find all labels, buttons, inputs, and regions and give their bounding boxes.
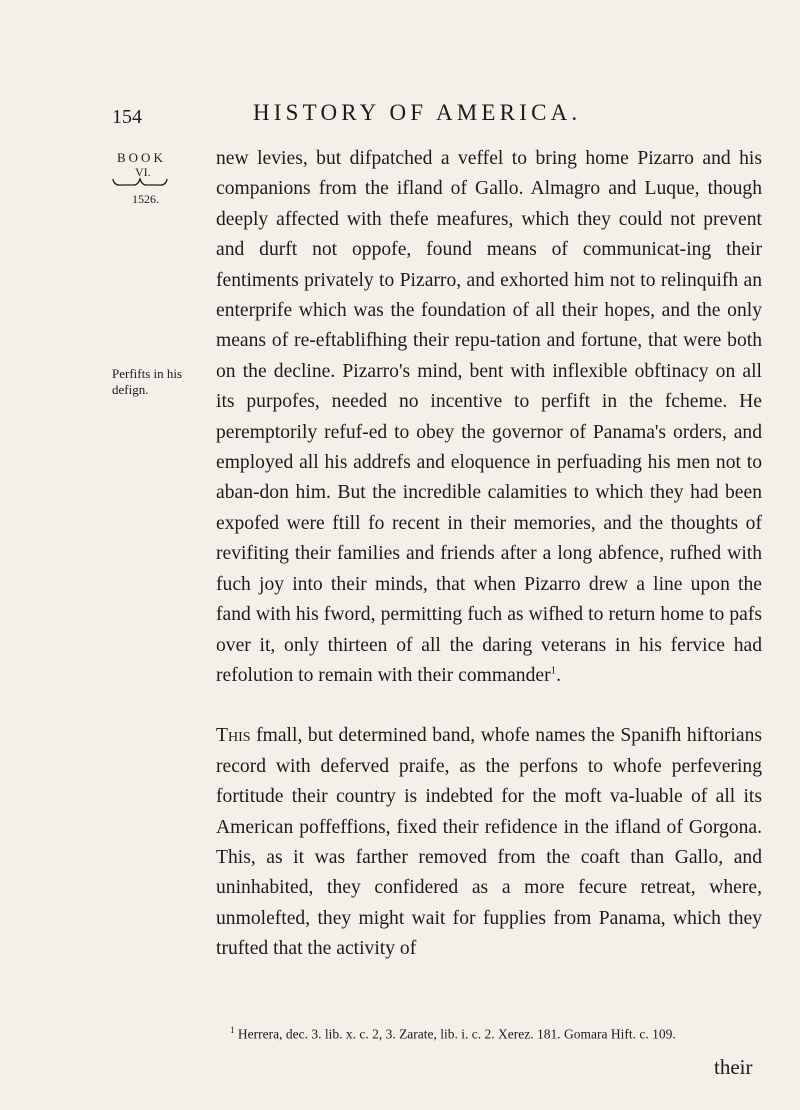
margin-book-label: BOOK	[117, 150, 166, 165]
paragraph-2	[216, 721, 762, 964]
margin-year: 1526.	[132, 192, 159, 206]
margin-note: Perfifts in his defign.	[112, 366, 183, 397]
footnote-text: Herrera, dec. 3. lib. x. c. 2, 3. Zarate, lib. i. c. 2. Xerez. 181. Gomara Hift. c. 109.	[237, 1026, 676, 1042]
paragraph-1-end: .	[556, 664, 562, 686]
paragraph-1-text: new levies, but difpatched a veffel to bring home Pizarro and his companions from the ifland of Gallo. Almagro and Luque, though deeply affected with thefe meafures, which they could not prevent and durft not oppofe, found means of communicat-ing their fentiments privately to Pizarro, and exhorted him not to relinquifh an enterprife which was the foundation of all their hopes, and the only means of re-eftablifhing their repu-tation and fortune, that were both on the decline. Pizarro's mind, bent with inflexible obftinacy on all its purpofes, needed no incentive to perfift in the fcheme. He peremptorily refuf-ed to obey the governor of Panama's orders, and employed all his addrefs and eloquence in perfuading his men not to aban-don him. But the incredible calamities to which they had been expofed were ftill fo recent in their memories, and the thoughts of revifiting their families and friends after a long abfence, rufhed with fuch joy into their minds, that when Pizarro drew a line upon the fand with his fword, permitting fuch as wifhed to return home to pafs over it, only thirteen of all the daring veterans in his fervice had refolution to remain with their commander	[216, 148, 762, 686]
paragraph-2-text: fmall, but determined band, whofe names the Spanifh hiftorians record with deferved praife, as the perfons to whofe perfevering fortitude their country is indebted for the moft va-luable of all its American poffeffions, fixed their refidence in the ifland of Gorgona. This, as it was farther removed from the coaft than Gallo, and uninhabited, they confidered as a more fecure retreat, where, unmolefted, they might wait for fupplies from Panama, which they trufted that the activity of	[216, 725, 762, 960]
page-number: 154	[112, 106, 142, 128]
catchword: their	[714, 1055, 753, 1079]
margin-brace-ornament	[112, 176, 168, 188]
footnote	[216, 1020, 762, 1045]
margin-book-number: VI.	[135, 165, 151, 179]
body-text	[216, 144, 762, 965]
paragraph-2-lead: This	[216, 725, 251, 747]
footnote-reference: 1	[550, 664, 557, 677]
running-head: HISTORY OF AMERICA.	[253, 100, 582, 125]
footnote-marker: 1	[230, 1025, 235, 1035]
paragraph-1	[216, 144, 762, 691]
